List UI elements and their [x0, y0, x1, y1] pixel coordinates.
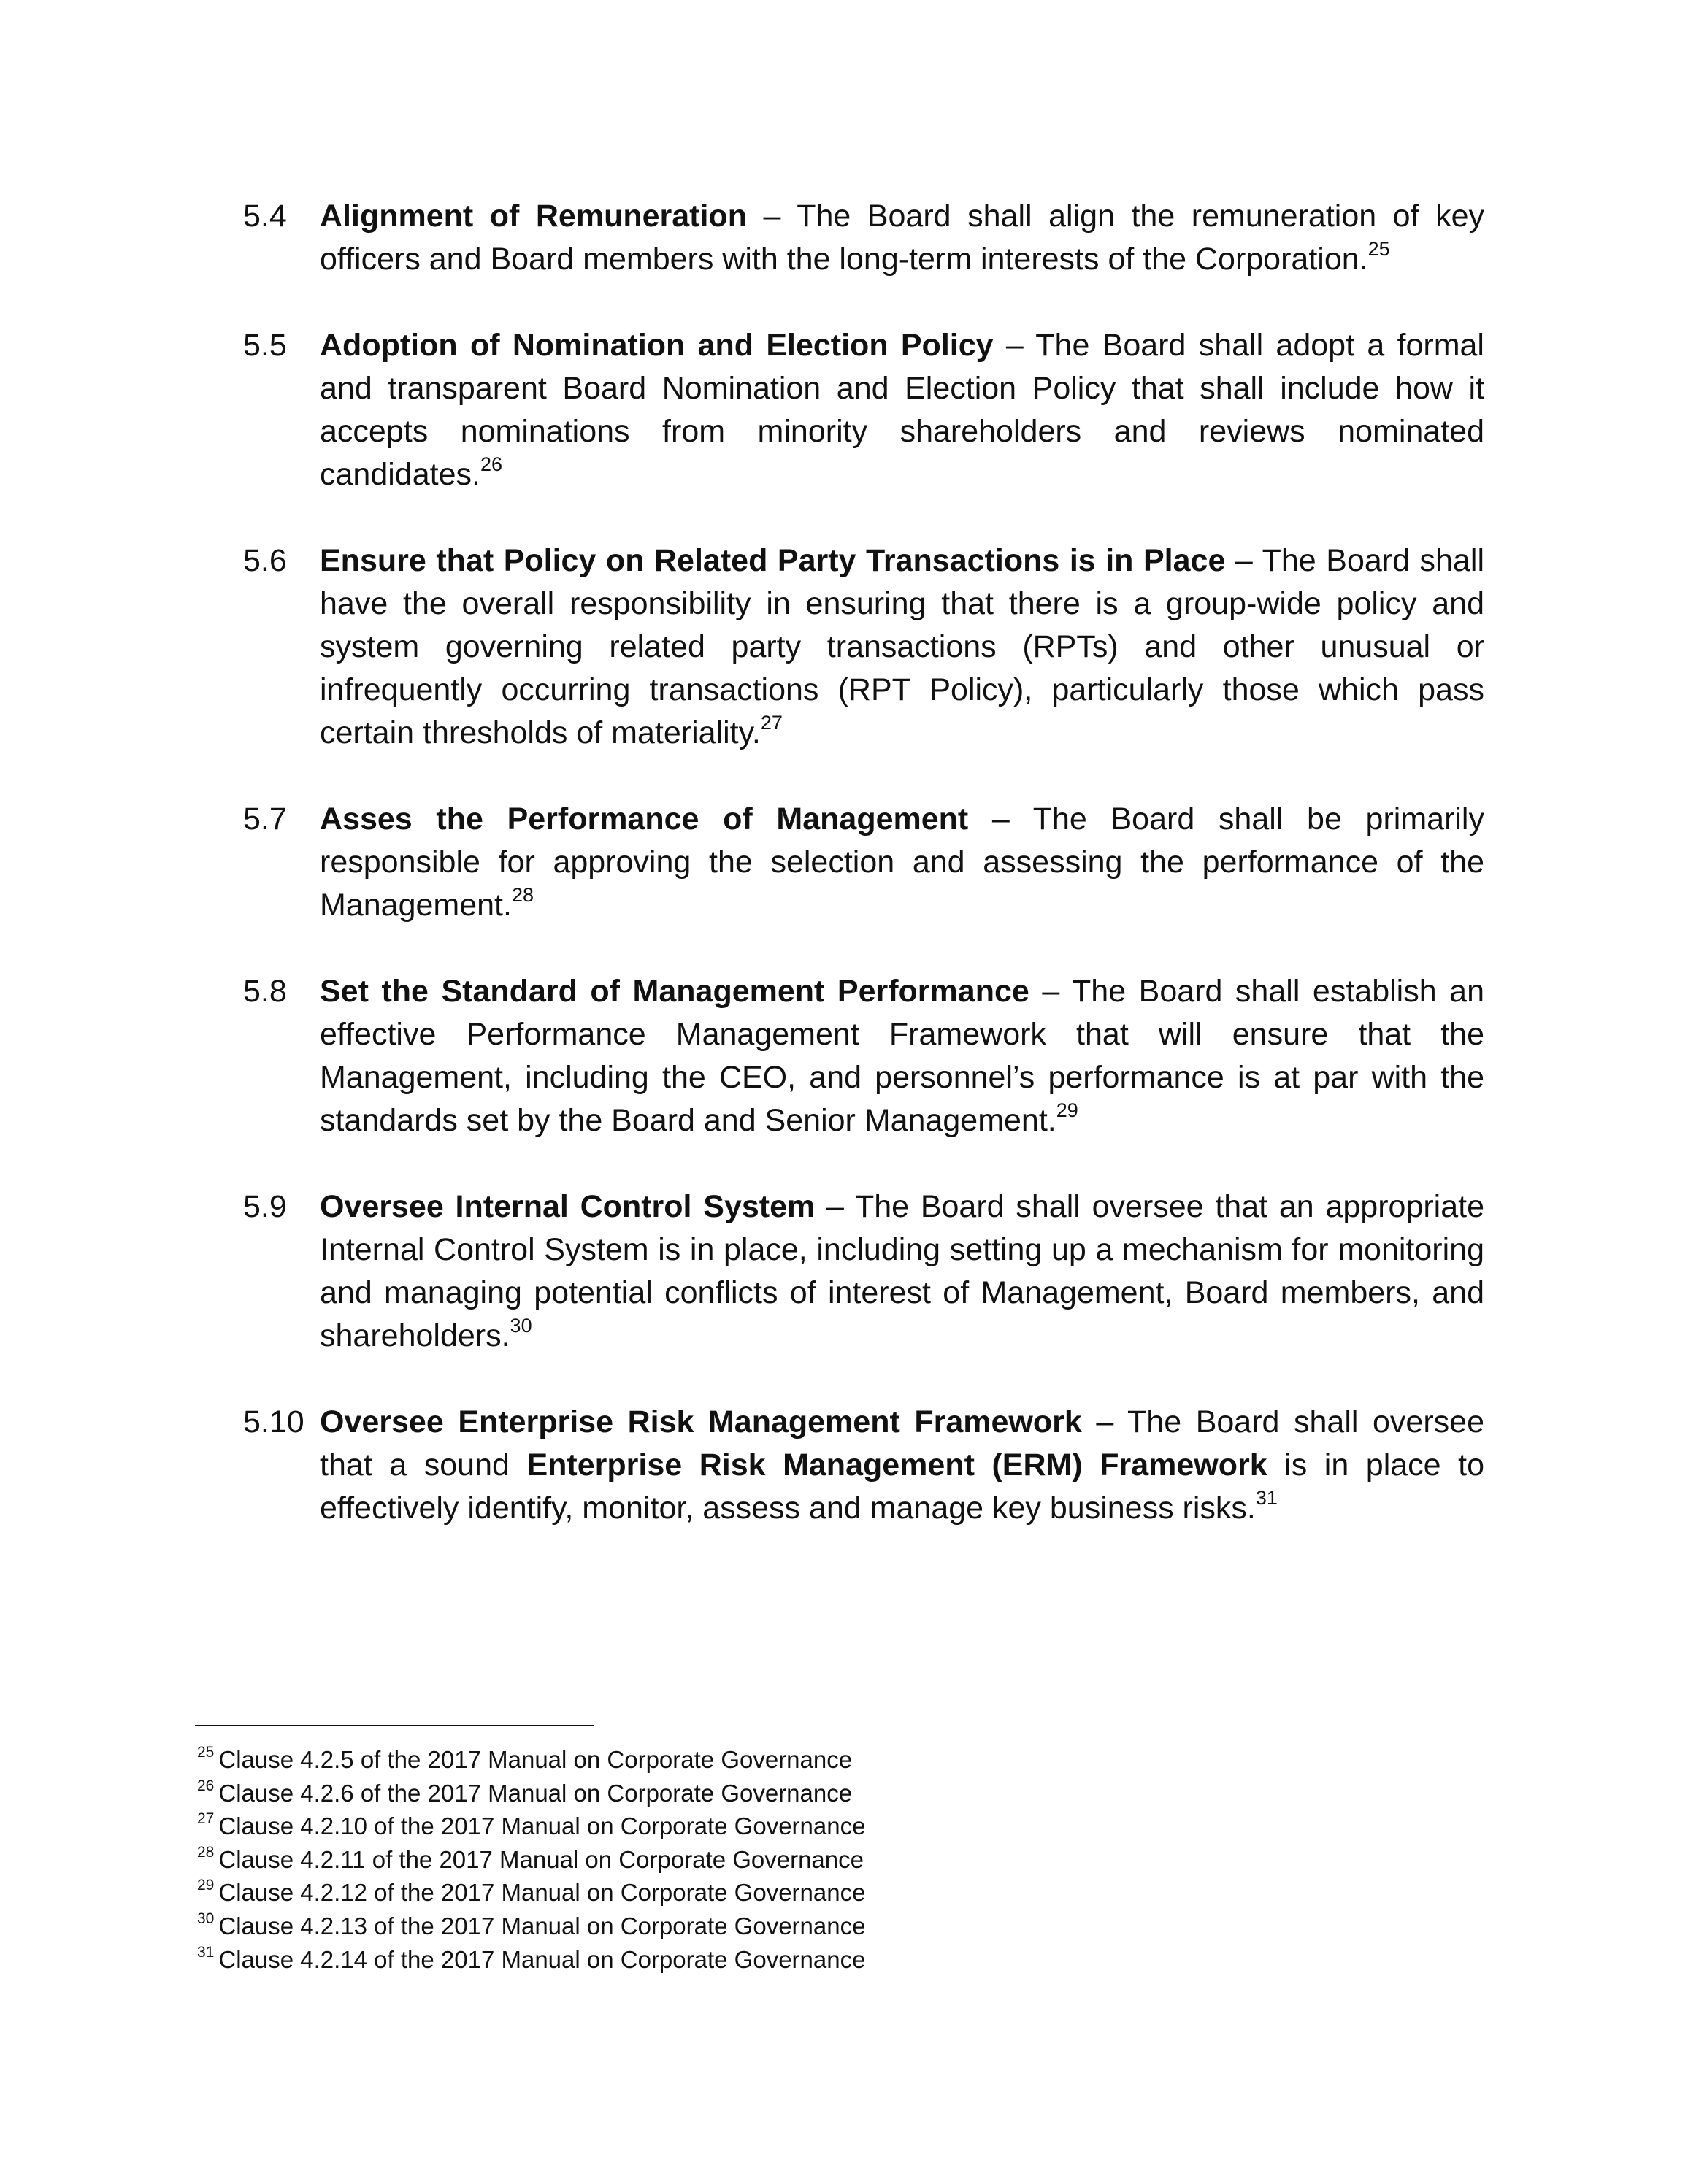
clause-body-text: – The Board shall align the remuneration of key officers and Board members with the long-term interests of the Corporation. [320, 199, 1484, 277]
footnote-reference: 27 [760, 711, 783, 734]
footnote-number: 27 [197, 1810, 215, 1828]
clause-number: 5.10 [243, 1404, 304, 1439]
footnote-number: 31 [197, 1943, 215, 1961]
clause-item [243, 195, 1484, 281]
footnote-reference: 29 [1056, 1099, 1078, 1121]
clause-heading: Set the Standard of Management Performance [320, 974, 1029, 1009]
clause-heading: Ensure that Policy on Related Party Transactions is in Place [320, 543, 1226, 578]
footnote-text: Clause 4.2.10 of the 2017 Manual on Corporate Governance [218, 1812, 866, 1840]
clause-heading: Oversee Internal Control System [320, 1189, 816, 1224]
footnote [197, 1777, 1219, 1810]
footnote-reference: 28 [511, 883, 534, 906]
footnote-number: 30 [197, 1910, 215, 1927]
footnote [197, 1910, 1219, 1943]
footnote-text: Clause 4.2.6 of the 2017 Manual on Corporate Governance [218, 1779, 853, 1807]
clause-number: 5.8 [243, 974, 287, 1009]
clause-item [243, 1401, 1484, 1530]
footnote [197, 1810, 1219, 1843]
clause-number: 5.6 [243, 543, 287, 578]
footnote [197, 1843, 1219, 1877]
clause-body-text: is in place to effectively identify, monitor, assess and manage key business risks. [320, 1447, 1485, 1526]
clause-item [243, 970, 1484, 1142]
clause-text [320, 195, 1484, 281]
clause-text [320, 324, 1484, 496]
clause-number: 5.9 [243, 1189, 287, 1224]
clause-body-text: – The Board shall oversee that a sound [320, 1404, 1484, 1483]
clause-number: 5.7 [243, 801, 287, 837]
footnote-text: Clause 4.2.14 of the 2017 Manual on Corporate Governance [218, 1945, 866, 1973]
clause-text [320, 539, 1484, 755]
clause-heading: Enterprise Risk Management (ERM) Framework [526, 1447, 1267, 1483]
footnote-reference: 26 [480, 453, 502, 475]
clause-body-text: – The Board shall have the overall responsibility in ensuring that there is a group-wide policy and system governing related party transactions (RPTs) and other unusual or infrequently occurring transactions (RPT Policy), particularly those which pass certain thresholds of materiality. [320, 543, 1484, 750]
footnotes [197, 1743, 1219, 1976]
clause-heading: Asses the Performance of Management [320, 801, 969, 837]
footnote-number: 29 [197, 1877, 215, 1894]
footnote-separator [195, 1725, 594, 1726]
clause-body-text: – The Board shall be primarily responsible for approving the selection and assessing the performance of the Management. [320, 801, 1484, 923]
footnote-number: 26 [197, 1777, 215, 1794]
footnote-text: Clause 4.2.12 of the 2017 Manual on Corporate Governance [218, 1879, 866, 1907]
clause-heading: Oversee Enterprise Risk Management Framework [320, 1404, 1082, 1439]
clause-heading: Alignment of Remuneration [320, 199, 747, 234]
clause-text [320, 970, 1484, 1142]
clause-text [320, 1401, 1484, 1530]
clause-item [243, 539, 1484, 755]
clause-item [243, 1185, 1484, 1358]
clause-text [320, 1185, 1484, 1358]
footnote-number: 25 [197, 1744, 215, 1761]
footnote [197, 1743, 1219, 1777]
clause-number: 5.4 [243, 199, 287, 234]
clause-item [243, 324, 1484, 496]
clause-heading: Adoption of Nomination and Election Policy [320, 328, 994, 363]
footnote-reference: 31 [1255, 1486, 1278, 1509]
footnote-number: 28 [197, 1843, 215, 1861]
footnote [197, 1876, 1219, 1910]
footnote-reference: 30 [510, 1314, 532, 1337]
clause-body-text: – The Board shall establish an effective Performance Management Framework that will ensure that the Management, including the CEO, and personnel’s performance is at par with the standards set by the Board and Senior Management. [320, 974, 1484, 1138]
clause-body-text: – The Board shall adopt a formal and transparent Board Nomination and Election Policy that shall include how it accepts nominations from minority shareholders and reviews nominated candidates. [320, 328, 1484, 492]
footnote-reference: 25 [1367, 237, 1390, 260]
footnote-text: Clause 4.2.13 of the 2017 Manual on Corporate Governance [218, 1912, 866, 1939]
footnote-text: Clause 4.2.11 of the 2017 Manual on Corporate Governance [218, 1845, 864, 1873]
clause-body-text: – The Board shall oversee that an appropriate Internal Control System is in place, including setting up a mechanism for monitoring and managing potential conflicts of interest of Management, Board members, and shareholders. [320, 1189, 1484, 1353]
footnote [197, 1943, 1219, 1977]
clause-number: 5.5 [243, 328, 287, 363]
clause-item [243, 798, 1484, 927]
clause-text [320, 798, 1484, 927]
numbered-items [243, 195, 1484, 1573]
footnote-text: Clause 4.2.5 of the 2017 Manual on Corporate Governance [218, 1746, 853, 1773]
